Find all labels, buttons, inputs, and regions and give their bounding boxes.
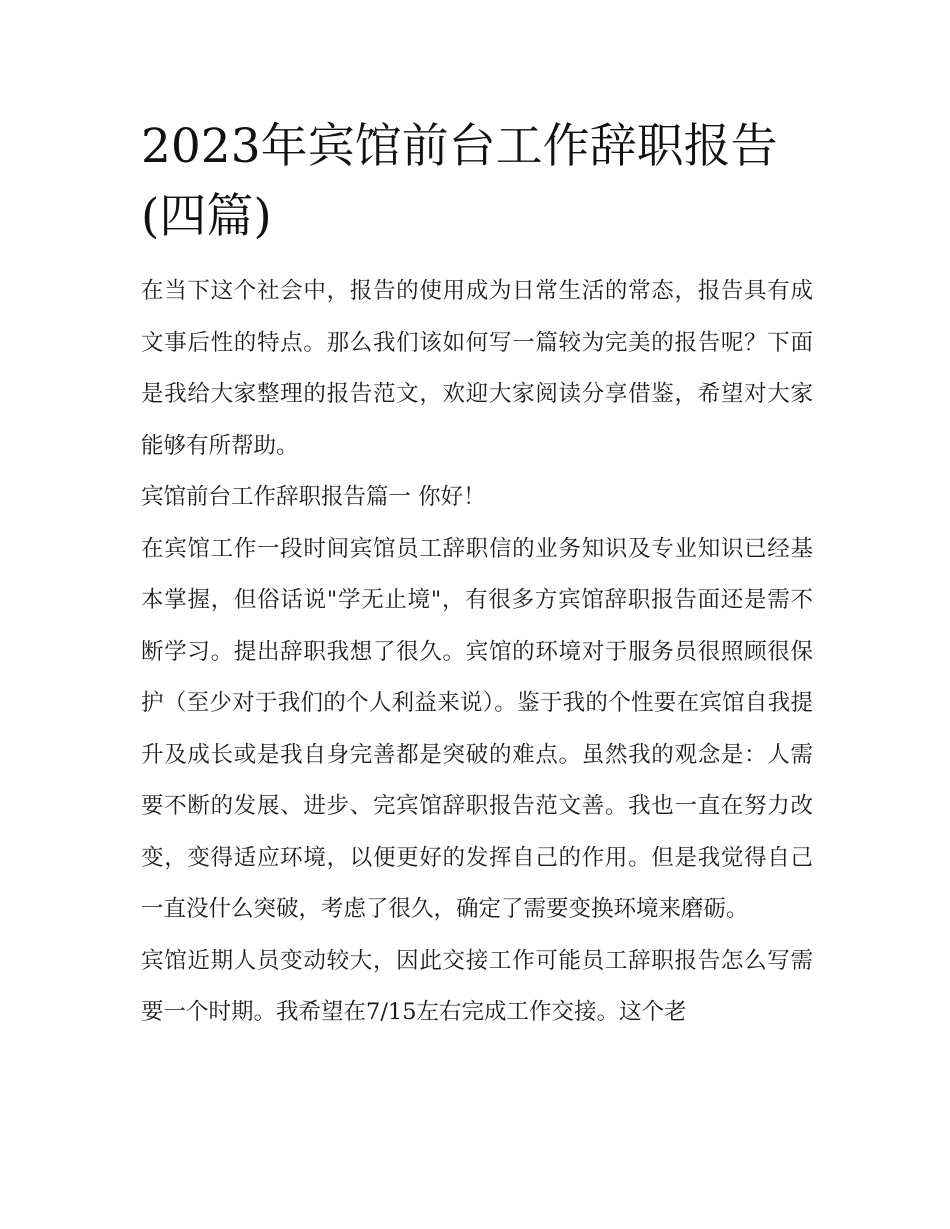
document-body: [141, 112, 813, 1039]
section-heading-paragraph: 宾馆前台工作辞职报告篇一 你好！: [141, 484, 486, 510]
body-paragraph: 宾馆近期人员变动较大，因此交接工作可能员工辞职报告怎么写需要一个时期。我希望在7/15左右完成工作交接。这个老: [141, 947, 813, 1025]
intro-paragraph: 在当下这个社会中，报告的使用成为日常生活的常态，报告具有成文事后性的特点。那么我们该如何写一篇较为完美的报告呢？下面是我给大家整理的报告范文，欢迎大家阅读分享借鉴，希望对大家能够有所帮助。: [141, 278, 813, 459]
document-title: 2023年宾馆前台工作辞职报告(四篇): [141, 119, 778, 244]
body-paragraph: 在宾馆工作一段时间宾馆员工辞职信的业务知识及专业知识已经基本掌握，但俗话说"学无止境"，有很多方宾馆辞职报告面还是需不断学习。提出辞职我想了很久。宾馆的环境对于服务员很照顾很保护（至少对于我们的个人利益来说）。鉴于我的个性要在宾馆自我提升及成长或是我自身完善都是突破的难点。虽然我的观念是：人需要不断的发展、进步、完宾馆辞职报告范文善。我也一直在努力改变，变得适应环境，以便更好的发挥自己的作用。但是我觉得自己一直没什么突破，考虑了很久，确定了需要变换环境来磨砺。: [141, 535, 813, 922]
